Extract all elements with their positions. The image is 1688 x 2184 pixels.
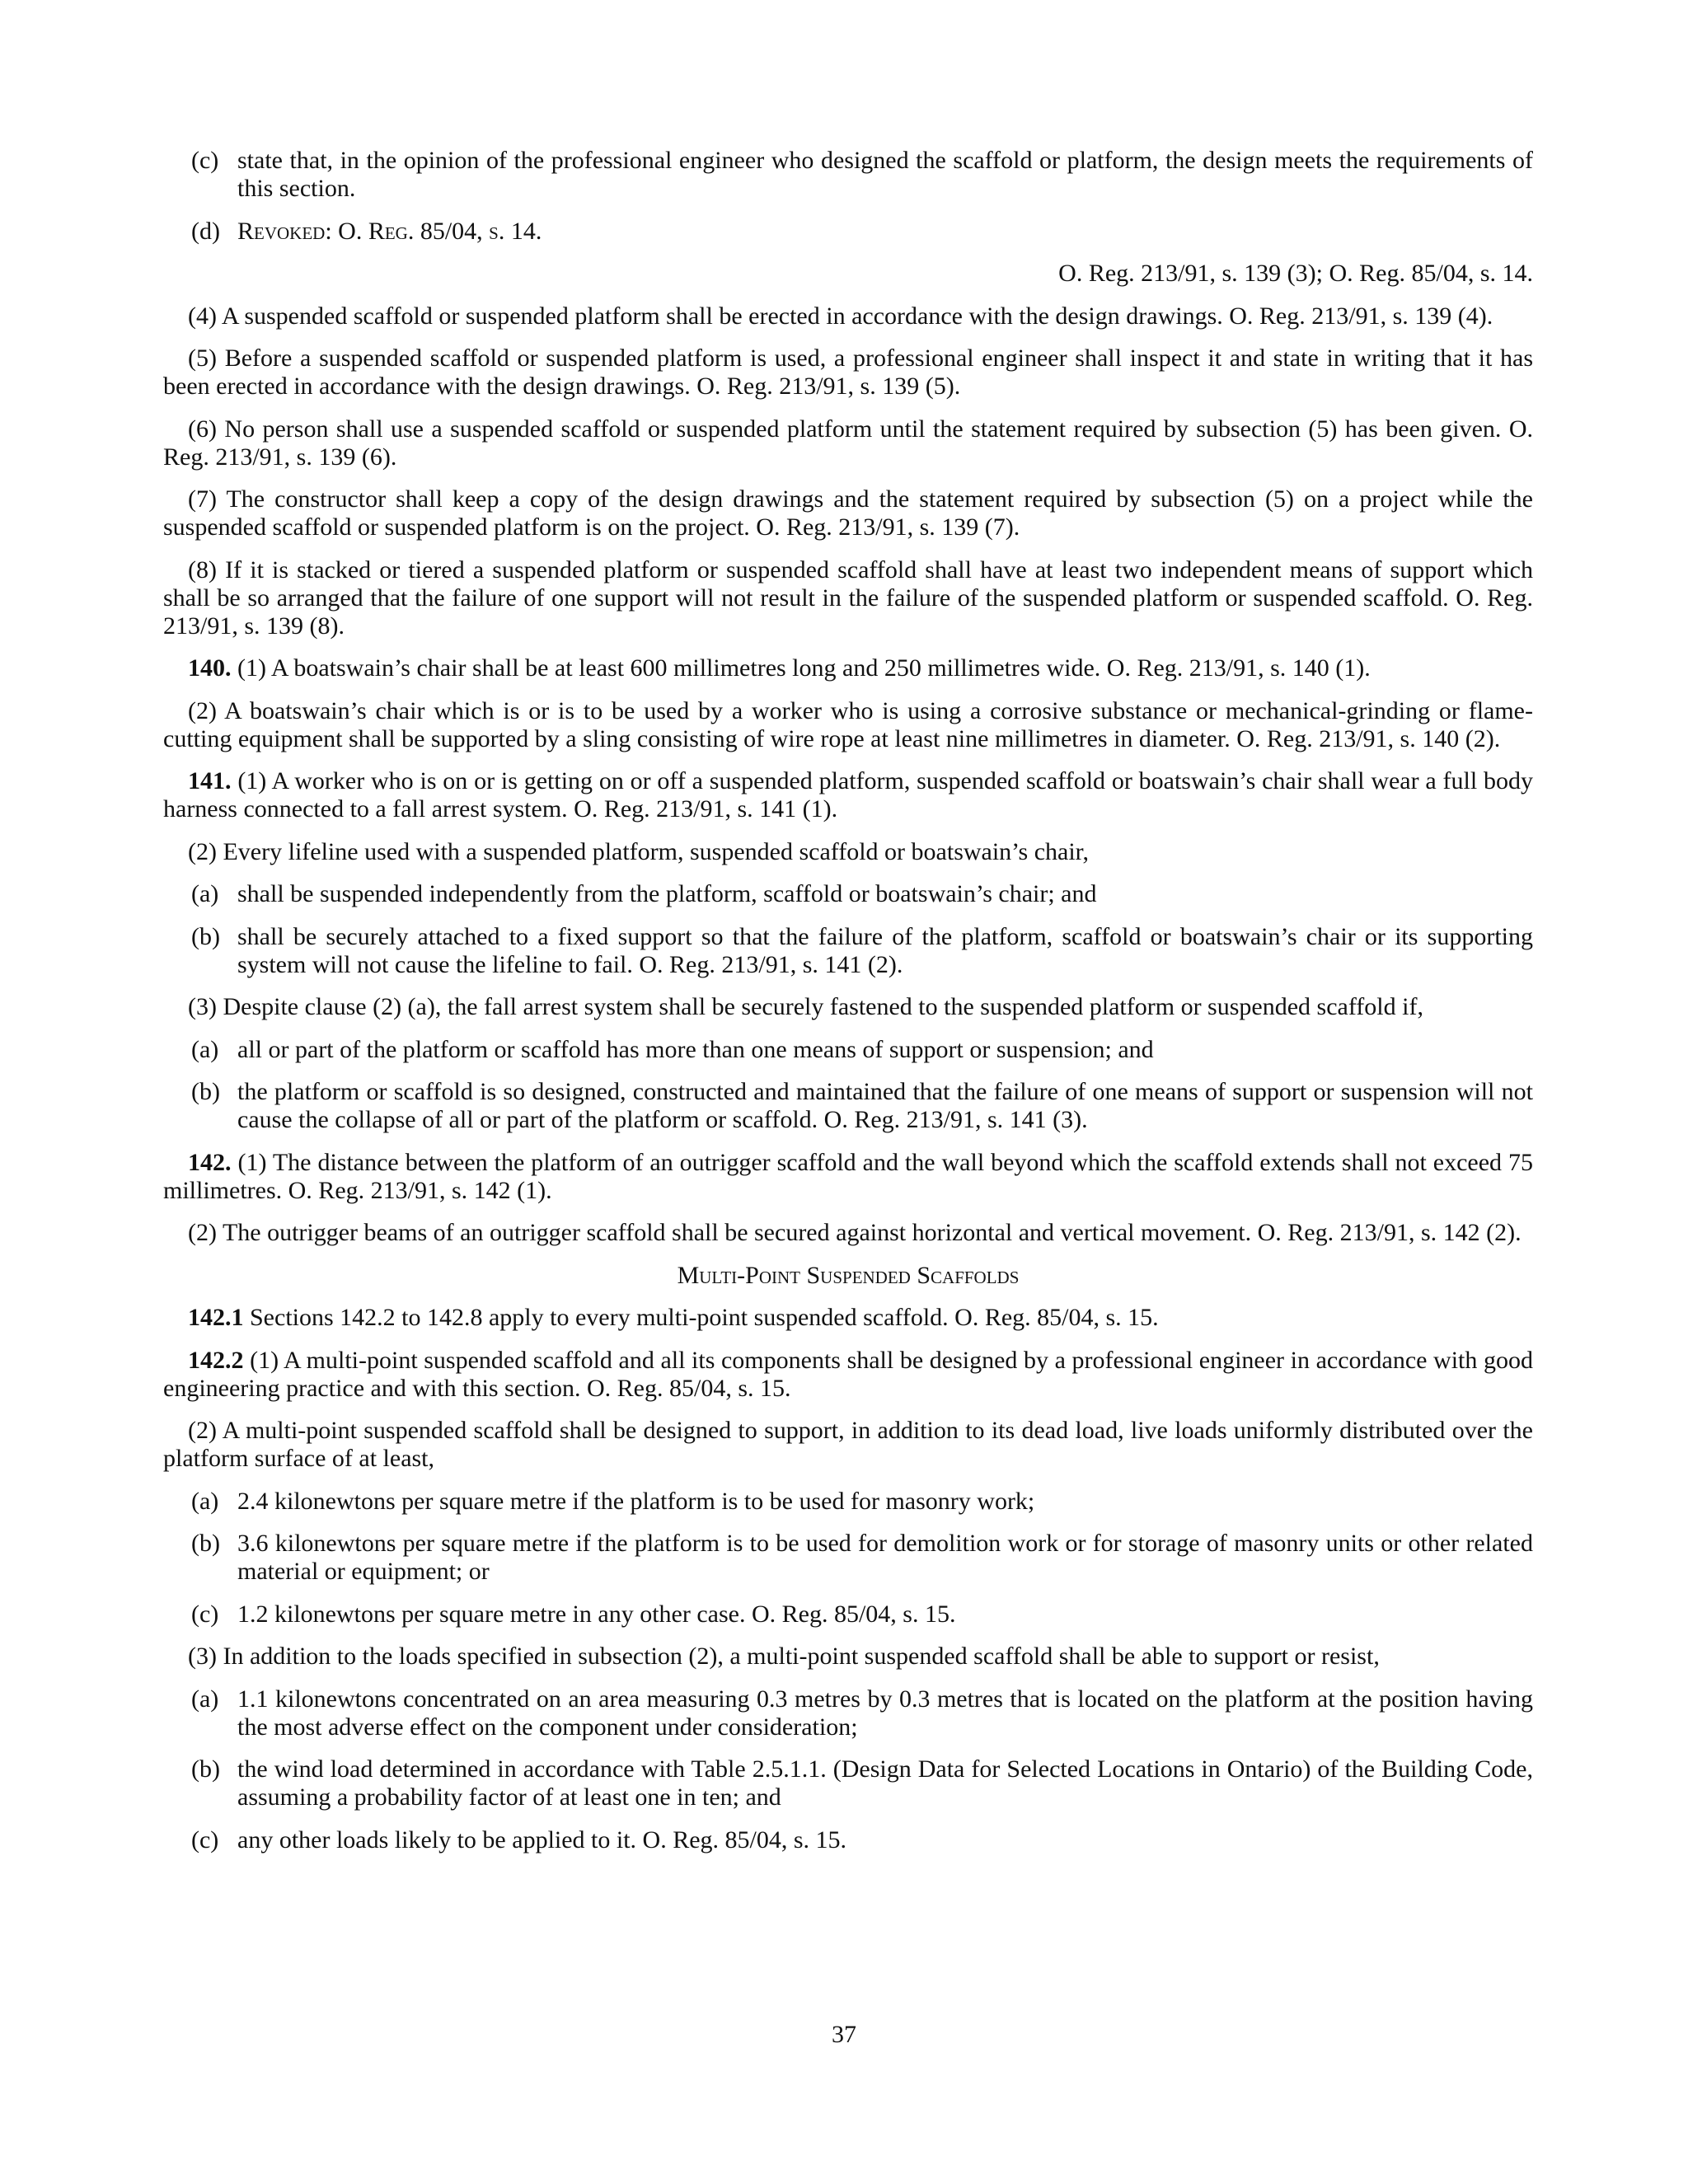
clause-item xyxy=(163,1755,1533,1811)
clause-text: shall be suspended independently from the platform, scaffold or boatswain’s chair; and xyxy=(237,880,1097,907)
clause-text: 1.1 kilonewtons concentrated on an area measuring 0.3 metres by 0.3 metres that is located on the platform at the position having the most adverse effect on the component under consideration; xyxy=(237,1685,1533,1741)
section-number: 142.2 xyxy=(188,1346,244,1374)
paragraph-text: (1) The distance between the platform of an outrigger scaffold and the wall beyond which the scaffold extends shall not exceed 75 millimetres. O. Reg. 213/91, s. 142 (1). xyxy=(163,1148,1534,1204)
clause-label: (d) xyxy=(191,217,220,245)
paragraph-text: (4) A suspended scaffold or suspended platform shall be erected in accordance with the design drawings. O. Reg. 213/91, s. 139 (4). xyxy=(188,302,1493,330)
clause-label: (a) xyxy=(191,1035,219,1063)
section-paragraph xyxy=(163,654,1533,682)
section-paragraph xyxy=(163,767,1533,823)
paragraph-text: (6) No person shall use a suspended scaffold or suspended platform until the statement required by subsection (5) has been given. O. Reg. 213/91, s. 139 (6). xyxy=(163,415,1533,471)
subsection-paragraph xyxy=(163,302,1533,330)
clause-label: (c) xyxy=(191,147,219,174)
clause-text: any other loads likely to be applied to it. O. Reg. 85/04, s. 15. xyxy=(237,1825,847,1854)
section-paragraph xyxy=(163,1304,1533,1332)
clause-text: the platform or scaffold is so designed, constructed and maintained that the failure of one means of support or suspension will not cause the collapse of all or part of the platform or scaffold. O. Reg. 213/91, s. 141 (3). xyxy=(237,1078,1533,1133)
paragraph-text: Sections 142.2 to 142.8 apply to every multi-point suspended scaffold. O. Reg. 85/04, s. 15. xyxy=(250,1304,1159,1331)
subsection-paragraph xyxy=(163,415,1533,471)
paragraph-text: (1) A worker who is on or is getting on or off a suspended platform, suspended scaffold or boatswain’s chair shall wear a full body harness connected to a fall arrest system. O. Reg. 213/91, s. 141 (1). xyxy=(163,767,1533,823)
clause-item xyxy=(163,1530,1533,1586)
clause-text: 2.4 kilonewtons per square metre if the platform is to be used for masonry work; xyxy=(237,1487,1035,1515)
subsection-paragraph xyxy=(163,1219,1533,1247)
clause-item xyxy=(163,1036,1533,1064)
paragraph-text: (8) If it is stacked or tiered a suspended platform or suspended scaffold shall have at least two independent means of support which shall be so arranged that the failure of one support will not result in the failure of the suspended platform or suspended scaffold. O. Reg. 213/91, s. 139 (8). xyxy=(163,555,1533,640)
paragraph-text: (1) A multi-point suspended scaffold and all its components shall be designed by a professional engineer in accordance with good engineering practice and with this section. O. Reg. 85/04, s. 15. xyxy=(163,1346,1534,1402)
clause-item xyxy=(163,147,1533,203)
clause-item xyxy=(163,1826,1533,1854)
clause-label: (a) xyxy=(191,1685,219,1713)
clause-text: 3.6 kilonewtons per square metre if the platform is to be used for demolition work or for storage of masonry units or other related material or equipment; or xyxy=(237,1530,1533,1585)
paragraph-text: (5) Before a suspended scaffold or suspended platform is used, a professional engineer shall inspect it and state in writing that it has been erected in accordance with the design drawings. O. Reg. 213/91, s. 139 (5). xyxy=(163,344,1533,400)
paragraph-text: (3) Despite clause (2) (a), the fall arrest system shall be securely fastened to the suspended platform or suspended scaffold if, xyxy=(188,993,1423,1020)
subsection-paragraph xyxy=(163,838,1533,866)
clause-label: (b) xyxy=(191,922,220,950)
clause-label: (a) xyxy=(191,1487,219,1515)
subsection-paragraph xyxy=(163,556,1533,640)
section-number: 142.1 xyxy=(188,1304,244,1331)
clause-item xyxy=(163,1685,1533,1741)
section-number: 142. xyxy=(188,1148,232,1176)
section-number: 140. xyxy=(188,654,232,682)
clause-item xyxy=(163,880,1533,908)
subsection-paragraph xyxy=(163,344,1533,401)
subsection-paragraph xyxy=(163,1417,1533,1473)
clause-item xyxy=(163,923,1533,979)
clause-text: all or part of the platform or scaffold has more than one means of support or suspension; and xyxy=(237,1035,1154,1063)
clause-text: 1.2 kilonewtons per square metre in any other case. O. Reg. 85/04, s. 15. xyxy=(237,1600,956,1628)
clause-text: shall be securely attached to a fixed support so that the failure of the platform, scaffold or boatswain’s chair or its supporting system will not cause the lifeline to fail. O. Reg. 213/91, s. 141 (2). xyxy=(237,922,1533,978)
paragraph-text: (2) A multi-point suspended scaffold shall be designed to support, in addition to its dead load, live loads uniformly distributed over the platform surface of at least, xyxy=(163,1417,1533,1472)
paragraph-text: (1) A boatswain’s chair shall be at least 600 millimetres long and 250 millimetres wide. O. Reg. 213/91, s. 140 (1). xyxy=(237,654,1371,682)
clause-label: (a) xyxy=(191,880,219,907)
clause-label: (b) xyxy=(191,1078,220,1105)
subsection-paragraph xyxy=(163,1643,1533,1671)
clause-label: (b) xyxy=(191,1755,220,1783)
clause-label: (b) xyxy=(191,1530,220,1557)
clause-text: the wind load determined in accordance with Table 2.5.1.1. (Design Data for Selected Locations in Ontario) of the Building Code, assuming a probability factor of at least one in ten; and xyxy=(237,1755,1533,1811)
paragraph-text: (2) The outrigger beams of an outrigger scaffold shall be secured against horizontal and vertical movement. O. Reg. 213/91, s. 142 (2). xyxy=(188,1219,1522,1246)
clause-item xyxy=(163,218,1533,246)
clause-text: Revoked: O. Reg. 85/04, s. 14. xyxy=(237,217,542,245)
page-number: 37 xyxy=(832,2021,856,2048)
clause-item xyxy=(163,1078,1533,1134)
clause-text: state that, in the opinion of the professional engineer who designed the scaffold or platform, the design meets the requirements of this section. xyxy=(237,147,1533,202)
subsection-paragraph xyxy=(163,485,1533,541)
subsection-paragraph xyxy=(163,697,1533,753)
citation-line: O. Reg. 213/91, s. 139 (3); O. Reg. 85/04, s. 14. xyxy=(1058,260,1533,287)
clause-label: (c) xyxy=(191,1825,219,1854)
section-paragraph xyxy=(163,1149,1533,1205)
paragraph-text: (3) In addition to the loads specified in subsection (2), a multi-point suspended scaffold shall be able to support or resist, xyxy=(188,1643,1380,1670)
subsection-paragraph xyxy=(163,993,1533,1021)
section-paragraph xyxy=(163,1347,1533,1403)
clause-item xyxy=(163,1601,1533,1629)
paragraph-text: (2) A boatswain’s chair which is or is to be used by a worker who is using a corrosive substance or mechanical-grinding or flame-cutting equipment shall be supported by a sling consisting of wire rope at least nine millimetres in diameter. O. Reg. 213/91, s. 140 (2). xyxy=(163,696,1533,752)
paragraph-text: (2) Every lifeline used with a suspended platform, suspended scaffold or boatswain’s chair, xyxy=(188,837,1089,865)
document-body xyxy=(163,147,1533,1868)
paragraph-text: (7) The constructor shall keep a copy of the design drawings and the statement required by subsection (5) on a project while the suspended scaffold or suspended platform is on the project. O. Reg. 213/91, s. 139 (7). xyxy=(163,485,1533,541)
clause-label: (c) xyxy=(191,1600,219,1628)
section-number: 141. xyxy=(188,767,232,794)
section-heading: Multi-Point Suspended Scaffolds xyxy=(677,1261,1020,1289)
clause-item xyxy=(163,1488,1533,1516)
